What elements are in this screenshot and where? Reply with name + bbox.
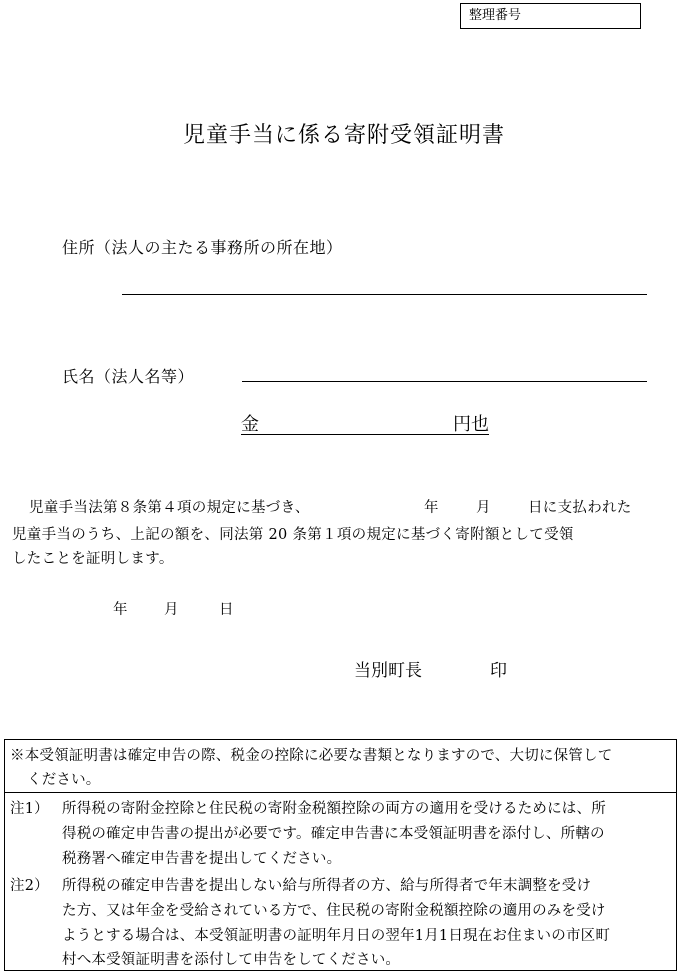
note-2-heading: 注2） (10, 878, 49, 894)
note-1-line-3: 税務署へ確定申告書を提出してください。 (62, 851, 342, 867)
issuer-seal: 印 (490, 661, 507, 681)
note-2-line-3: ようとする場合は、本受領証明書の証明年月日の翌年1月1日現在お住まいの市区町 (62, 928, 611, 944)
body-line-1-tail: 日に支払われた (528, 500, 632, 516)
name-label: 氏名（法人名等） (62, 367, 195, 386)
body-line-2: 児童手当のうち、上記の額を、同法第 20 条第１項の規定に基づく寄附額として受領 (12, 527, 574, 543)
note-2-line-2: た方、又は年金を受給されている方で、住民税の寄附金税額控除の適用のみを受け (62, 903, 606, 919)
amount-field (241, 410, 489, 435)
address-field-line (122, 294, 647, 295)
note-1-line-2: 得税の確定申告書の提出が必要です。確定申告書に本受領証明書を添付し、所轄の (62, 826, 605, 842)
main-note-line-2: ください。 (27, 772, 101, 788)
document-title: 児童手当に係る寄附受領証明書 (182, 123, 505, 148)
seiri-number-label: 整理番号 (469, 8, 522, 23)
body-line-1: 児童手当法第８条第４項の規定に基づき、 (29, 500, 310, 516)
name-field-line (242, 381, 647, 382)
note-2-line-4: 村へ本受領証明書を添付して申告をしてください。 (62, 952, 401, 968)
body-line-1-month: 月 (476, 500, 491, 516)
issue-date-month: 月 (164, 602, 179, 618)
amount-suffix: 円也 (453, 414, 489, 435)
address-label: 住所（法人の主たる事務所の所在地） (62, 238, 343, 257)
issue-date-day: 日 (219, 602, 234, 618)
note-1-heading: 注1） (10, 801, 49, 817)
amount-prefix: 金 (241, 414, 259, 435)
notes-divider (4, 792, 677, 793)
body-line-3: したことを証明します。 (12, 551, 174, 567)
note-2-line-1: 所得税の確定申告書を提出しない給与所得者の方、給与所得者で年末調整を受け (62, 878, 592, 894)
issuer-title: 当別町長 (354, 661, 422, 681)
seiri-number-box (460, 3, 641, 29)
issue-date-year: 年 (113, 602, 128, 618)
note-1-line-1: 所得税の寄附金控除と住民税の寄附金税額控除の両方の適用を受けるためには、所 (62, 801, 606, 817)
main-note-line-1: ※本受領証明書は確定申告の際、税金の控除に必要な書類となりますので、大切に保管して (10, 748, 613, 764)
body-line-1-year: 年 (424, 500, 439, 516)
